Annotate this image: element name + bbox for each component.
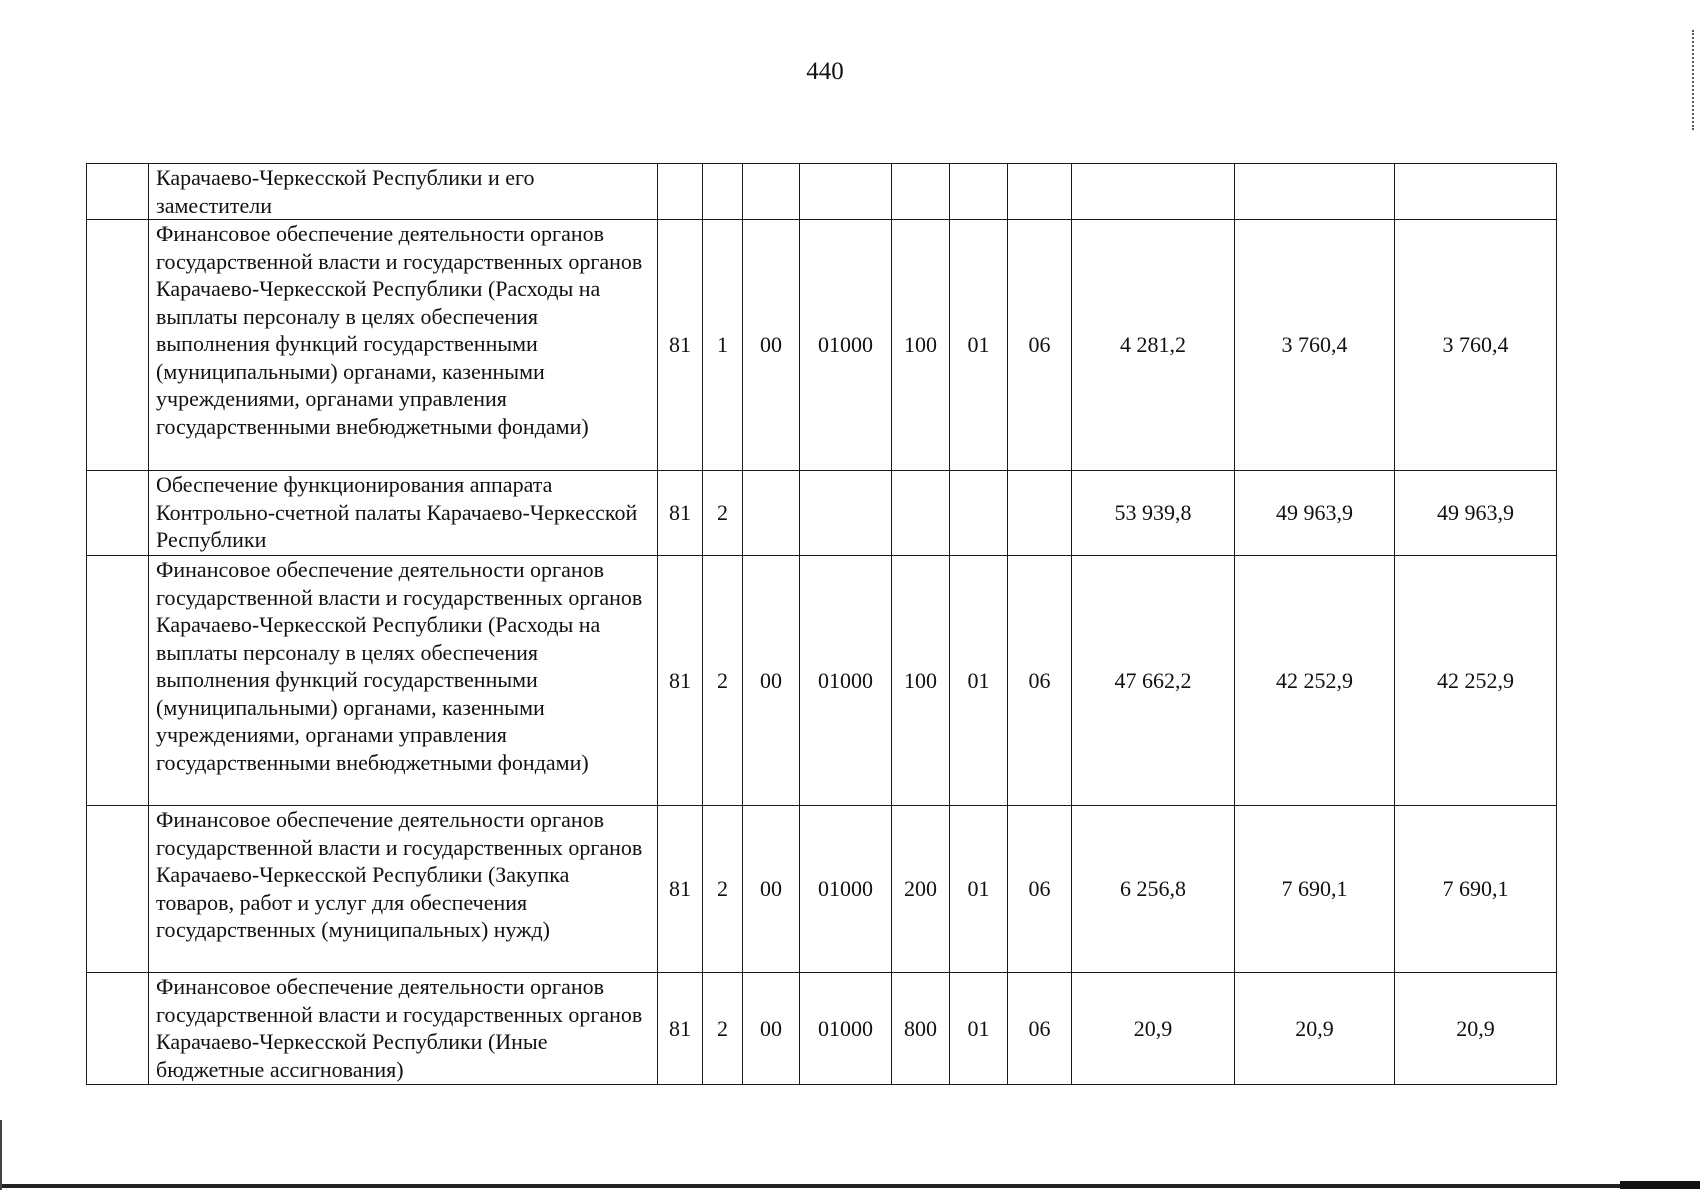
- code-cell: 2: [703, 806, 743, 973]
- code-cell: 81: [658, 556, 703, 806]
- code-cell: [703, 164, 743, 220]
- page-number: 440: [806, 58, 844, 85]
- code-cell: 2: [703, 471, 743, 556]
- amount-cell: 7 690,1: [1395, 806, 1557, 973]
- scan-edge-line: [1620, 1181, 1700, 1189]
- code-cell: 200: [892, 806, 950, 973]
- amount-cell: 6 256,8: [1072, 806, 1235, 973]
- row-number-cell: [87, 220, 149, 471]
- code-cell: 01000: [800, 973, 892, 1085]
- code-cell: 00: [743, 973, 800, 1085]
- amount-cell: 49 963,9: [1395, 471, 1557, 556]
- code-cell: [743, 471, 800, 556]
- amount-cell: 53 939,8: [1072, 471, 1235, 556]
- table-row: [87, 806, 1557, 973]
- code-cell: [1008, 164, 1072, 220]
- table-row: [87, 220, 1557, 471]
- row-number-cell: [87, 471, 149, 556]
- table-row: [87, 164, 1557, 220]
- code-cell: 81: [658, 806, 703, 973]
- description-cell: Финансовое обеспечение деятельности органов государственной власти и государственных органов Карачаево-Черкесской Республики (Иные бюджетные ассигнования): [149, 973, 658, 1085]
- code-cell: 01: [950, 220, 1008, 471]
- code-cell: 100: [892, 556, 950, 806]
- code-cell: 2: [703, 556, 743, 806]
- code-cell: 00: [743, 806, 800, 973]
- description-cell: Финансовое обеспечение деятельности органов государственной власти и государственных органов Карачаево-Черкесской Республики (Расходы на выплаты персоналу в целях обеспечения выполнения функций государственными (муниципальными) органами, казенными учреждениями, органами управления государственными внебюджетными фондами): [149, 556, 658, 806]
- amount-cell: 20,9: [1072, 973, 1235, 1085]
- row-number-cell: [87, 164, 149, 220]
- code-cell: 06: [1008, 220, 1072, 471]
- amount-cell: 42 252,9: [1235, 556, 1395, 806]
- code-cell: 00: [743, 220, 800, 471]
- amount-cell: 7 690,1: [1235, 806, 1395, 973]
- amount-cell: 3 760,4: [1395, 220, 1557, 471]
- amount-cell: 42 252,9: [1395, 556, 1557, 806]
- code-cell: 81: [658, 973, 703, 1085]
- code-cell: [800, 471, 892, 556]
- code-cell: [950, 164, 1008, 220]
- code-cell: [658, 164, 703, 220]
- table-row: [87, 973, 1557, 1085]
- amount-cell: [1072, 164, 1235, 220]
- description-cell: Карачаево-Черкесской Республики и его заместители: [149, 164, 658, 220]
- code-cell: 1: [703, 220, 743, 471]
- description-cell: Обеспечение функционирования аппарата Контрольно-счетной палаты Карачаево-Черкесской Республики: [149, 471, 658, 556]
- scan-edge-line: [0, 1120, 2, 1190]
- code-cell: 01: [950, 806, 1008, 973]
- description-cell: Финансовое обеспечение деятельности органов государственной власти и государственных органов Карачаево-Черкесской Республики (Расходы на выплаты персоналу в целях обеспечения выполнения функций государственными (муниципальными) органами, казенными учреждениями, органами управления государственными внебюджетными фондами): [149, 220, 658, 471]
- code-cell: 100: [892, 220, 950, 471]
- amount-cell: 20,9: [1395, 973, 1557, 1085]
- table-row: [87, 556, 1557, 806]
- row-number-cell: [87, 973, 149, 1085]
- code-cell: 01000: [800, 556, 892, 806]
- description-cell: Финансовое обеспечение деятельности органов государственной власти и государственных органов Карачаево-Черкесской Республики (Закупка товаров, работ и услуг для обеспечения государственных (муниципальных) нужд): [149, 806, 658, 973]
- code-cell: 01000: [800, 220, 892, 471]
- budget-table: [86, 163, 1557, 1085]
- code-cell: 2: [703, 973, 743, 1085]
- amount-cell: 47 662,2: [1072, 556, 1235, 806]
- code-cell: 81: [658, 471, 703, 556]
- row-number-cell: [87, 806, 149, 973]
- scan-edge-line: [1690, 30, 1694, 130]
- amount-cell: 3 760,4: [1235, 220, 1395, 471]
- code-cell: 01: [950, 556, 1008, 806]
- code-cell: 06: [1008, 806, 1072, 973]
- code-cell: [892, 164, 950, 220]
- code-cell: [800, 164, 892, 220]
- row-number-cell: [87, 556, 149, 806]
- code-cell: 06: [1008, 556, 1072, 806]
- scan-edge-line: [0, 1184, 1700, 1188]
- code-cell: 81: [658, 220, 703, 471]
- code-cell: [892, 471, 950, 556]
- amount-cell: [1395, 164, 1557, 220]
- amount-cell: 49 963,9: [1235, 471, 1395, 556]
- amount-cell: 4 281,2: [1072, 220, 1235, 471]
- amount-cell: [1235, 164, 1395, 220]
- table-row: [87, 471, 1557, 556]
- code-cell: 01: [950, 973, 1008, 1085]
- code-cell: 800: [892, 973, 950, 1085]
- code-cell: 01000: [800, 806, 892, 973]
- code-cell: 06: [1008, 973, 1072, 1085]
- code-cell: [950, 471, 1008, 556]
- code-cell: [1008, 471, 1072, 556]
- code-cell: 00: [743, 556, 800, 806]
- code-cell: [743, 164, 800, 220]
- amount-cell: 20,9: [1235, 973, 1395, 1085]
